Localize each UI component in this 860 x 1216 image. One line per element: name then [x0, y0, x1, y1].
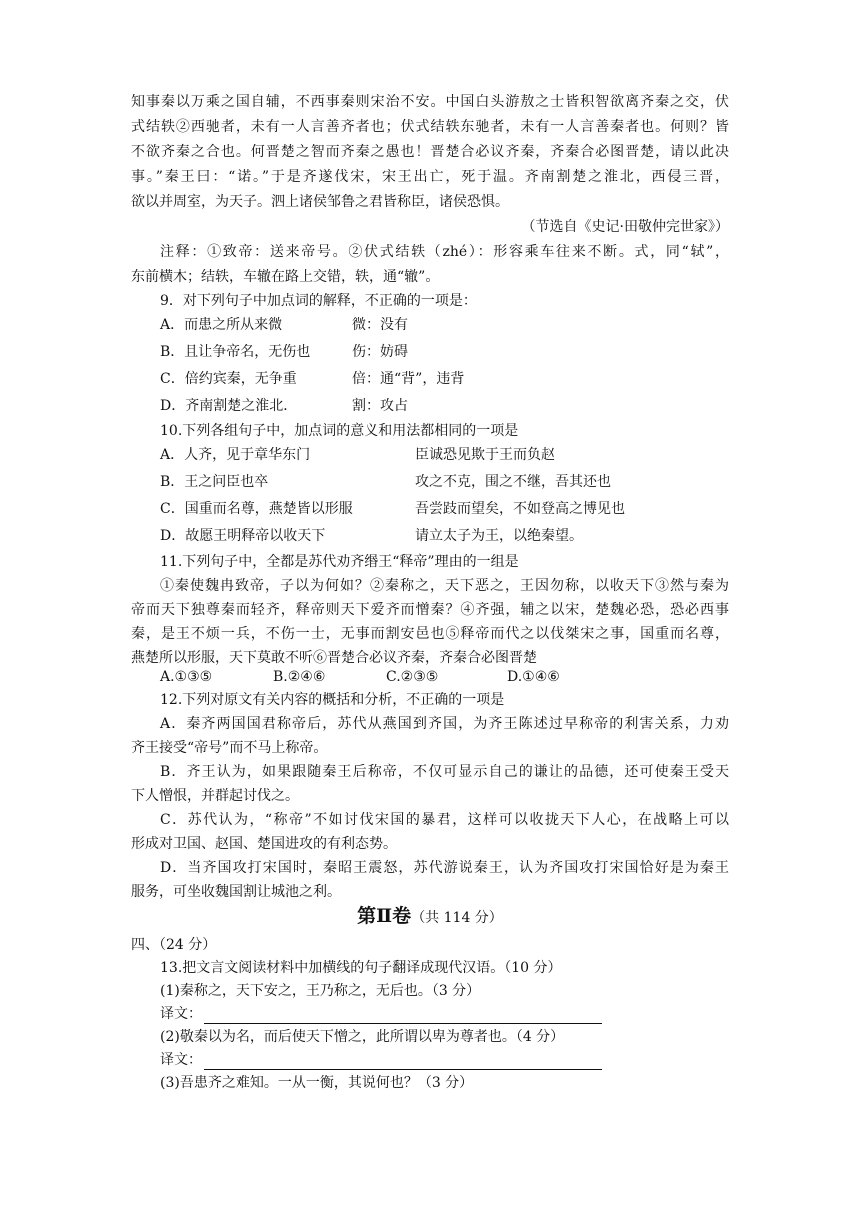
- q11-text-line: 帝而天下独尊秦而轻齐，释帝则天下爱齐而憎秦？④齐强，辅之以宋，楚魏必恐，恐必西事: [131, 602, 729, 618]
- q12-text-line: 形成对卫国、赵国、楚国进攻的有利态势。: [131, 836, 397, 852]
- q10-option-b-pair: 攻之不克，围之不继，吾其还也: [415, 474, 611, 490]
- q11-text-line: 秦，是王不烦一兵，不伤一士，无事而割安邑也⑤释帝而代之以伐桀宋之事，国重而名尊，: [131, 626, 729, 642]
- question-9-stem: 9．对下列句子中加点词的解释，不正确的一项是：: [160, 293, 477, 309]
- q12-text-line: C．苏代认为，“称帝”不如讨伐宋国的暴君，这样可以收拢天下人心，在战略上可以: [160, 812, 729, 828]
- question-11-stem: 11.下列句子中，全都是苏代劝齐缗王“释帝”理由的一组是: [160, 554, 519, 570]
- q10-option-d-pair: 请立太子为王，以绝秦望。: [415, 528, 583, 544]
- q11-text-line: ①秦使魏冉致帝，子以为何如？②秦称之，天下恶之，王因勿称，以收天下③然与秦为: [160, 578, 729, 594]
- q10-option-d: D．故愿王明释帝以收天下: [160, 528, 326, 544]
- q9-option-d: D．齐南割楚之淮北．: [160, 398, 298, 414]
- q11-text-line: 燕楚所以形服，天下莫敢不听⑥晋楚合必议齐秦，齐秦合必图晋楚: [131, 650, 537, 666]
- q9-option-a: A．而患之所从来微: [160, 317, 283, 333]
- q9-option-c-gloss: 倍：通“背”，违背: [352, 371, 465, 387]
- q11-choice-c: C.②③⑤: [386, 669, 439, 685]
- part-2-score: （共 114 分）: [411, 910, 503, 926]
- q10-option-a-pair: 臣诚恐见欺于王而负赵: [415, 447, 555, 463]
- q9-option-a-gloss: 微：没有: [352, 317, 408, 333]
- q12-text-line: 齐王接受“帝号”而不马上称帝。: [131, 740, 328, 756]
- q12-text-line: D．当齐国攻打宋国时，秦昭王震怒，苏代游说秦王，认为齐国攻打宋国恰好是为秦王: [160, 860, 729, 876]
- passage-line: 欲以并周室，为天子。泗上诸侯邹鲁之君皆称臣，诸侯恐惧。: [131, 194, 509, 210]
- passage-line: 知事秦以万乘之国自辅，不西事秦则宋治不安。中国白头游敖之士皆积智欲离齐秦之交，伏: [131, 94, 729, 110]
- answer-blank[interactable]: [204, 1054, 602, 1070]
- q10-option-c-pair: 吾尝跂而望矣，不如登高之博见也: [415, 501, 625, 517]
- q13-item-1: (1)秦称之，天下安之，王乃称之，无后也。（3 分）: [160, 983, 481, 999]
- q9-option-b: B．且让争帝名，无伤也: [160, 344, 311, 360]
- question-13-stem: 13.把文言文阅读材料中加横线的句子翻译成现代汉语。（10 分）: [160, 960, 562, 976]
- part-2-heading: [0, 901, 860, 928]
- part-2-title: 第Ⅱ卷: [357, 905, 412, 927]
- passage-line: 式结轶②西驰者，未有一人言善齐者也；伏式结轶东驰者，未有一人言善秦者也。何则？皆: [131, 119, 729, 135]
- question-10-stem: 10.下列各组句子中，加点词的意义和用法都相同的一项是: [160, 423, 519, 439]
- q11-choice-d: D.①④⑥: [507, 669, 560, 685]
- q12-text-line: 下人憎恨，并群起讨伐之。: [131, 788, 299, 804]
- answer-label: 译文：: [160, 1052, 202, 1068]
- passage-source: （节选自《史记·田敬仲完世家》）: [521, 219, 729, 235]
- notes-line: 东前横木；结轶，车辙在路上交错，轶，通“辙”。: [131, 269, 440, 285]
- q10-option-a: A．人齐，见于章华东门: [160, 447, 311, 463]
- notes-line: 注释：①致帝：送来帝号。②伏式结轶（zhé）：形容乘车往来不断。式，同“轼”，: [160, 244, 729, 260]
- q11-choice-b: B.②④⑥: [273, 669, 326, 685]
- question-12-stem: 12.下列对原文有关内容的概括和分析，不正确的一项是: [160, 692, 505, 708]
- q10-option-b: B．王之问臣也卒: [160, 474, 269, 490]
- answer-label: 译文：: [160, 1006, 202, 1022]
- passage-line: 事。”秦王曰：“诺。”于是齐遂伐宋，宋王出亡，死于温。齐南割楚之淮北，西侵三晋，: [131, 169, 729, 185]
- q13-answer-line-1: [160, 1004, 602, 1024]
- section-4-heading: 四、（24 分）: [131, 937, 217, 953]
- q13-answer-line-2: [160, 1050, 602, 1070]
- passage-line: 不欲齐秦之合也。何晋楚之智而齐秦之愚也！晋楚合必议齐秦，齐秦合必图晋楚，请以此决: [131, 144, 729, 160]
- q10-option-c: C．国重而名尊，燕楚皆以形服: [160, 501, 353, 517]
- q9-option-c: C．倍约宾秦，无争重: [160, 371, 297, 387]
- answer-blank[interactable]: [204, 1008, 602, 1024]
- q9-option-b-gloss: 伤：妨碍: [352, 344, 408, 360]
- q12-text-line: B．齐王认为，如果跟随秦王后称帝，不仅可显示自己的谦让的品德，还可使秦王受天: [160, 764, 729, 780]
- q11-choice-a: A.①③⑤: [160, 669, 213, 685]
- q13-item-2: (2)敬秦以为名，而后使天下憎之，此所谓以卑为尊者也。（4 分）: [160, 1029, 565, 1045]
- q9-option-d-gloss: 割：攻占: [352, 398, 408, 414]
- q12-text-line: 服务，可坐收魏国割让城池之利。: [131, 884, 341, 900]
- q12-text-line: A．秦齐两国国君称帝后，苏代从燕国到齐国，为齐王陈述过早称帝的利害关系，力劝: [160, 716, 729, 732]
- q13-item-3: (3)吾患齐之难知。一从一衡，其说何也？（3 分）: [160, 1075, 474, 1091]
